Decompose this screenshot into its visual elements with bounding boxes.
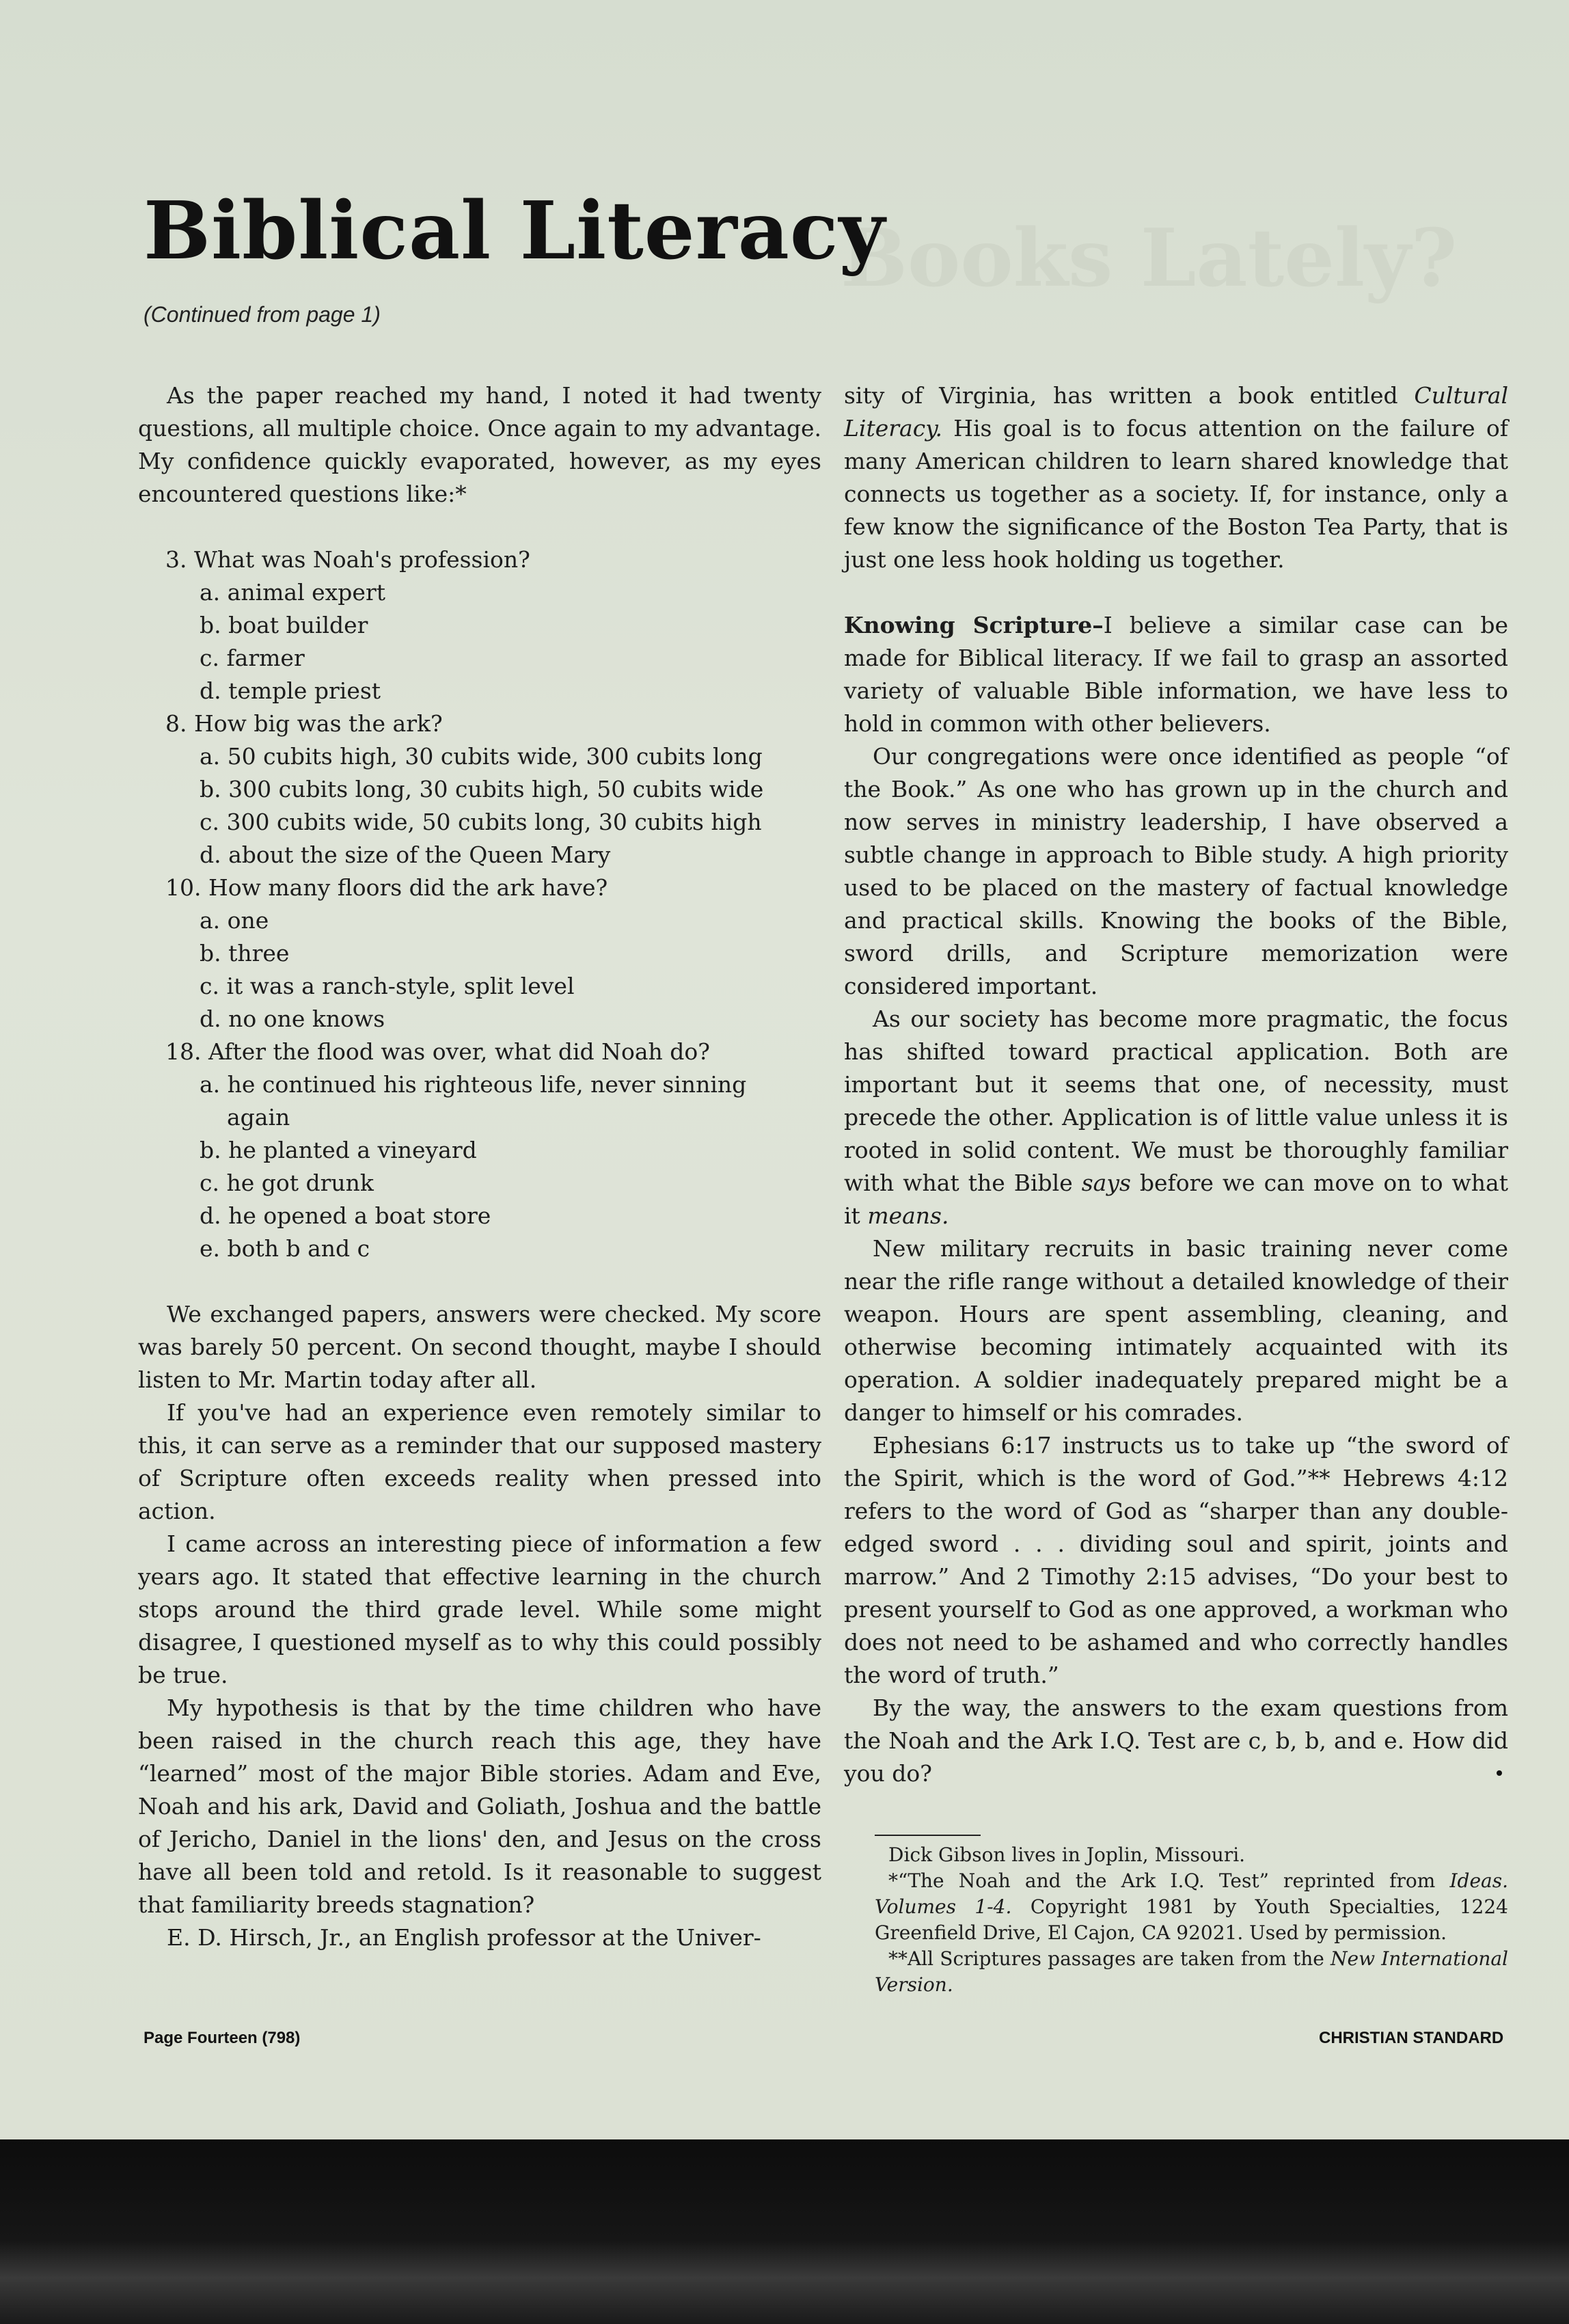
bleed-through-title: Books Lately? <box>841 212 1458 305</box>
text-run: *“The Noah and the Ark I.Q. Test” reprinted from <box>888 1869 1450 1892</box>
publication-name: CHRISTIAN STANDARD <box>1319 2029 1504 2047</box>
quiz-option: a. he continued his righteous life, never sinning <box>200 1071 747 1098</box>
quiz-question: 8. How big was the ark? <box>165 710 443 737</box>
quiz-option: b. he planted a vineyard <box>200 1137 477 1163</box>
section-heading: Knowing Scripture– <box>844 612 1104 638</box>
quiz-option: c. it was a ranch-style, split level <box>200 973 575 999</box>
paragraph: As the paper reached my hand, I noted it had twenty questions, all multiple choice. Once again to my advantage. My confidence quickly evaporated, however, as my eyes encountered questions like:* <box>138 382 821 507</box>
quiz-option: d. he opened a boat store <box>200 1202 491 1229</box>
quiz-option: b. three <box>200 940 290 967</box>
quiz-option: a. 50 cubits high, 30 cubits wide, 300 cubits long <box>200 743 763 770</box>
paragraph: New military recruits in basic training never come near the rifle range without a detailed knowledge of their weapon. Hours are spent assembling, cleaning, and otherwise becoming intimately acquainted with its operation. A soldier inadequately prepared might be a danger to himself or his comrades. <box>844 1235 1508 1426</box>
end-mark <box>1497 1770 1502 1776</box>
left-column <box>138 379 821 1954</box>
paragraph: Ephesians 6:17 instructs us to take up “the sword of the Spirit, which is the word of God.”** Hebrews 4:12 refers to the word of God as “sharper than any double-edged sword . . . dividing soul and spirit, joints and marrow.” And 2 Timothy 2:15 advises, “Do your best to present yourself to God as one approved, a workman who does not need to be ashamed and who correctly handles the word of truth.” <box>844 1432 1508 1688</box>
paragraph: We exchanged papers, answers were checked. My score was barely 50 percent. On second thought, maybe I should listen to Mr. Martin today after all. <box>138 1301 821 1393</box>
quiz-option: d. no one knows <box>200 1005 385 1032</box>
text-run: sity of Virginia, has written a book entitled <box>844 382 1415 409</box>
quiz-list <box>138 543 821 1265</box>
emphasis: means. <box>867 1202 949 1229</box>
text-run: I believe a similar case can be made for Biblical literacy. If we fail to grasp an assorted variety of valuable Bible information, we have less to hold in common with other believers. <box>844 612 1508 737</box>
paragraph <box>844 1003 1508 1232</box>
paragraph: By the way, the answers to the exam questions from the Noah and the Ark I.Q. Test are c, b, b, and e. How did you do? <box>844 1694 1508 1787</box>
paragraph: E. D. Hirsch, Jr., an English professor at the Univer- <box>167 1924 761 1951</box>
quiz-question: 3. What was Noah's profession? <box>165 546 530 573</box>
quiz-option: c. 300 cubits wide, 50 cubits long, 30 cubits high <box>200 809 762 835</box>
text-run: As our society has become more pragmatic, the focus has shifted toward practical application. Both are important but it seems that one, of necessity, must precede the other. Application is of little value unless it is rooted in solid content. We must be thoroughly familiar with what the Bible <box>844 1005 1508 1196</box>
right-column <box>844 379 1508 1790</box>
book-title: Cultural Literacy. <box>844 382 1508 442</box>
page-number: Page Fourteen (798) <box>144 2029 301 2047</box>
quiz-question: 10. How many floors did the ark have? <box>165 874 608 901</box>
page-edge-background <box>0 2139 1569 2324</box>
continued-note: (Continued from page 1) <box>144 302 381 327</box>
article-title: Biblical Literacy <box>144 185 886 278</box>
paragraph <box>844 379 1508 576</box>
text-run: Copyright 1981 by Youth Specialties, 1224 Greenfield Drive, El Cajon, CA 92021. Used by permission. <box>875 1895 1508 1944</box>
quiz-option: a. animal expert <box>200 579 385 606</box>
footnote <box>875 1868 1508 1946</box>
paragraph: My hypothesis is that by the time children who have been raised in the church reach this age, they have “learned” most of the major Bible stories. Adam and Eve, Noah and his ark, David and Goliath, Joshua and the battle of Jericho, Daniel in the lions' den, and Jesus on the cross have all been told and retold. Is it reasonable to suggest that familiarity breeds stagnation? <box>138 1694 821 1918</box>
quiz-option: c. farmer <box>200 645 305 671</box>
text-run: before we can move on to what it <box>844 1170 1508 1229</box>
footnote-rule <box>875 1835 981 1836</box>
emphasis: says <box>1081 1170 1131 1196</box>
footnote <box>875 1946 1508 1998</box>
paragraph: If you've had an experience even remotely similar to this, it can serve as a reminder that our supposed mastery of Scripture often exceeds reality when pressed into action. <box>138 1399 821 1524</box>
quiz-option: d. temple priest <box>200 677 381 704</box>
quiz-option: b. 300 cubits long, 30 cubits high, 50 cubits wide <box>200 776 764 802</box>
paragraph <box>844 609 1508 740</box>
quiz-option-continuation: again <box>227 1104 290 1131</box>
quiz-option: b. boat builder <box>200 612 368 638</box>
quiz-option: d. about the size of the Queen Mary <box>200 841 611 868</box>
quiz-option: a. one <box>200 907 269 934</box>
quiz-option: c. he got drunk <box>200 1170 374 1196</box>
quiz-option: e. both b and c <box>200 1235 370 1262</box>
footnote: Dick Gibson lives in Joplin, Missouri. <box>888 1843 1246 1866</box>
paragraph: I came across an interesting piece of information a few years ago. It stated that effective learning in the church stops around the third grade level. While some might disagree, I questioned myself as to why this could possibly be true. <box>138 1530 821 1688</box>
text-run: His goal is to focus attention on the failure of many American children to learn shared knowledge that connects us together as a society. If, for instance, only a few know the significance of the Boston Tea Party, that is just one less hook holding us together. <box>844 415 1508 573</box>
paragraph: Our congregations were once identified as people “of the Book.” As one who has grown up in the church and now serves in ministry leadership, I have observed a subtle change in approach to Bible study. A high priority used to be placed on the mastery of factual knowledge and practical skills. Knowing the books of the Bible, sword drills, and Scripture memorization were considered important. <box>844 743 1508 999</box>
footnotes <box>875 1842 1508 1998</box>
quiz-question: 18. After the flood was over, what did Noah do? <box>165 1038 710 1065</box>
emphasis: Ideas. Volumes 1-4. <box>875 1869 1508 1918</box>
emphasis: New International Version. <box>875 1947 1508 1996</box>
text-run: **All Scriptures passages are taken from the <box>888 1947 1331 1970</box>
